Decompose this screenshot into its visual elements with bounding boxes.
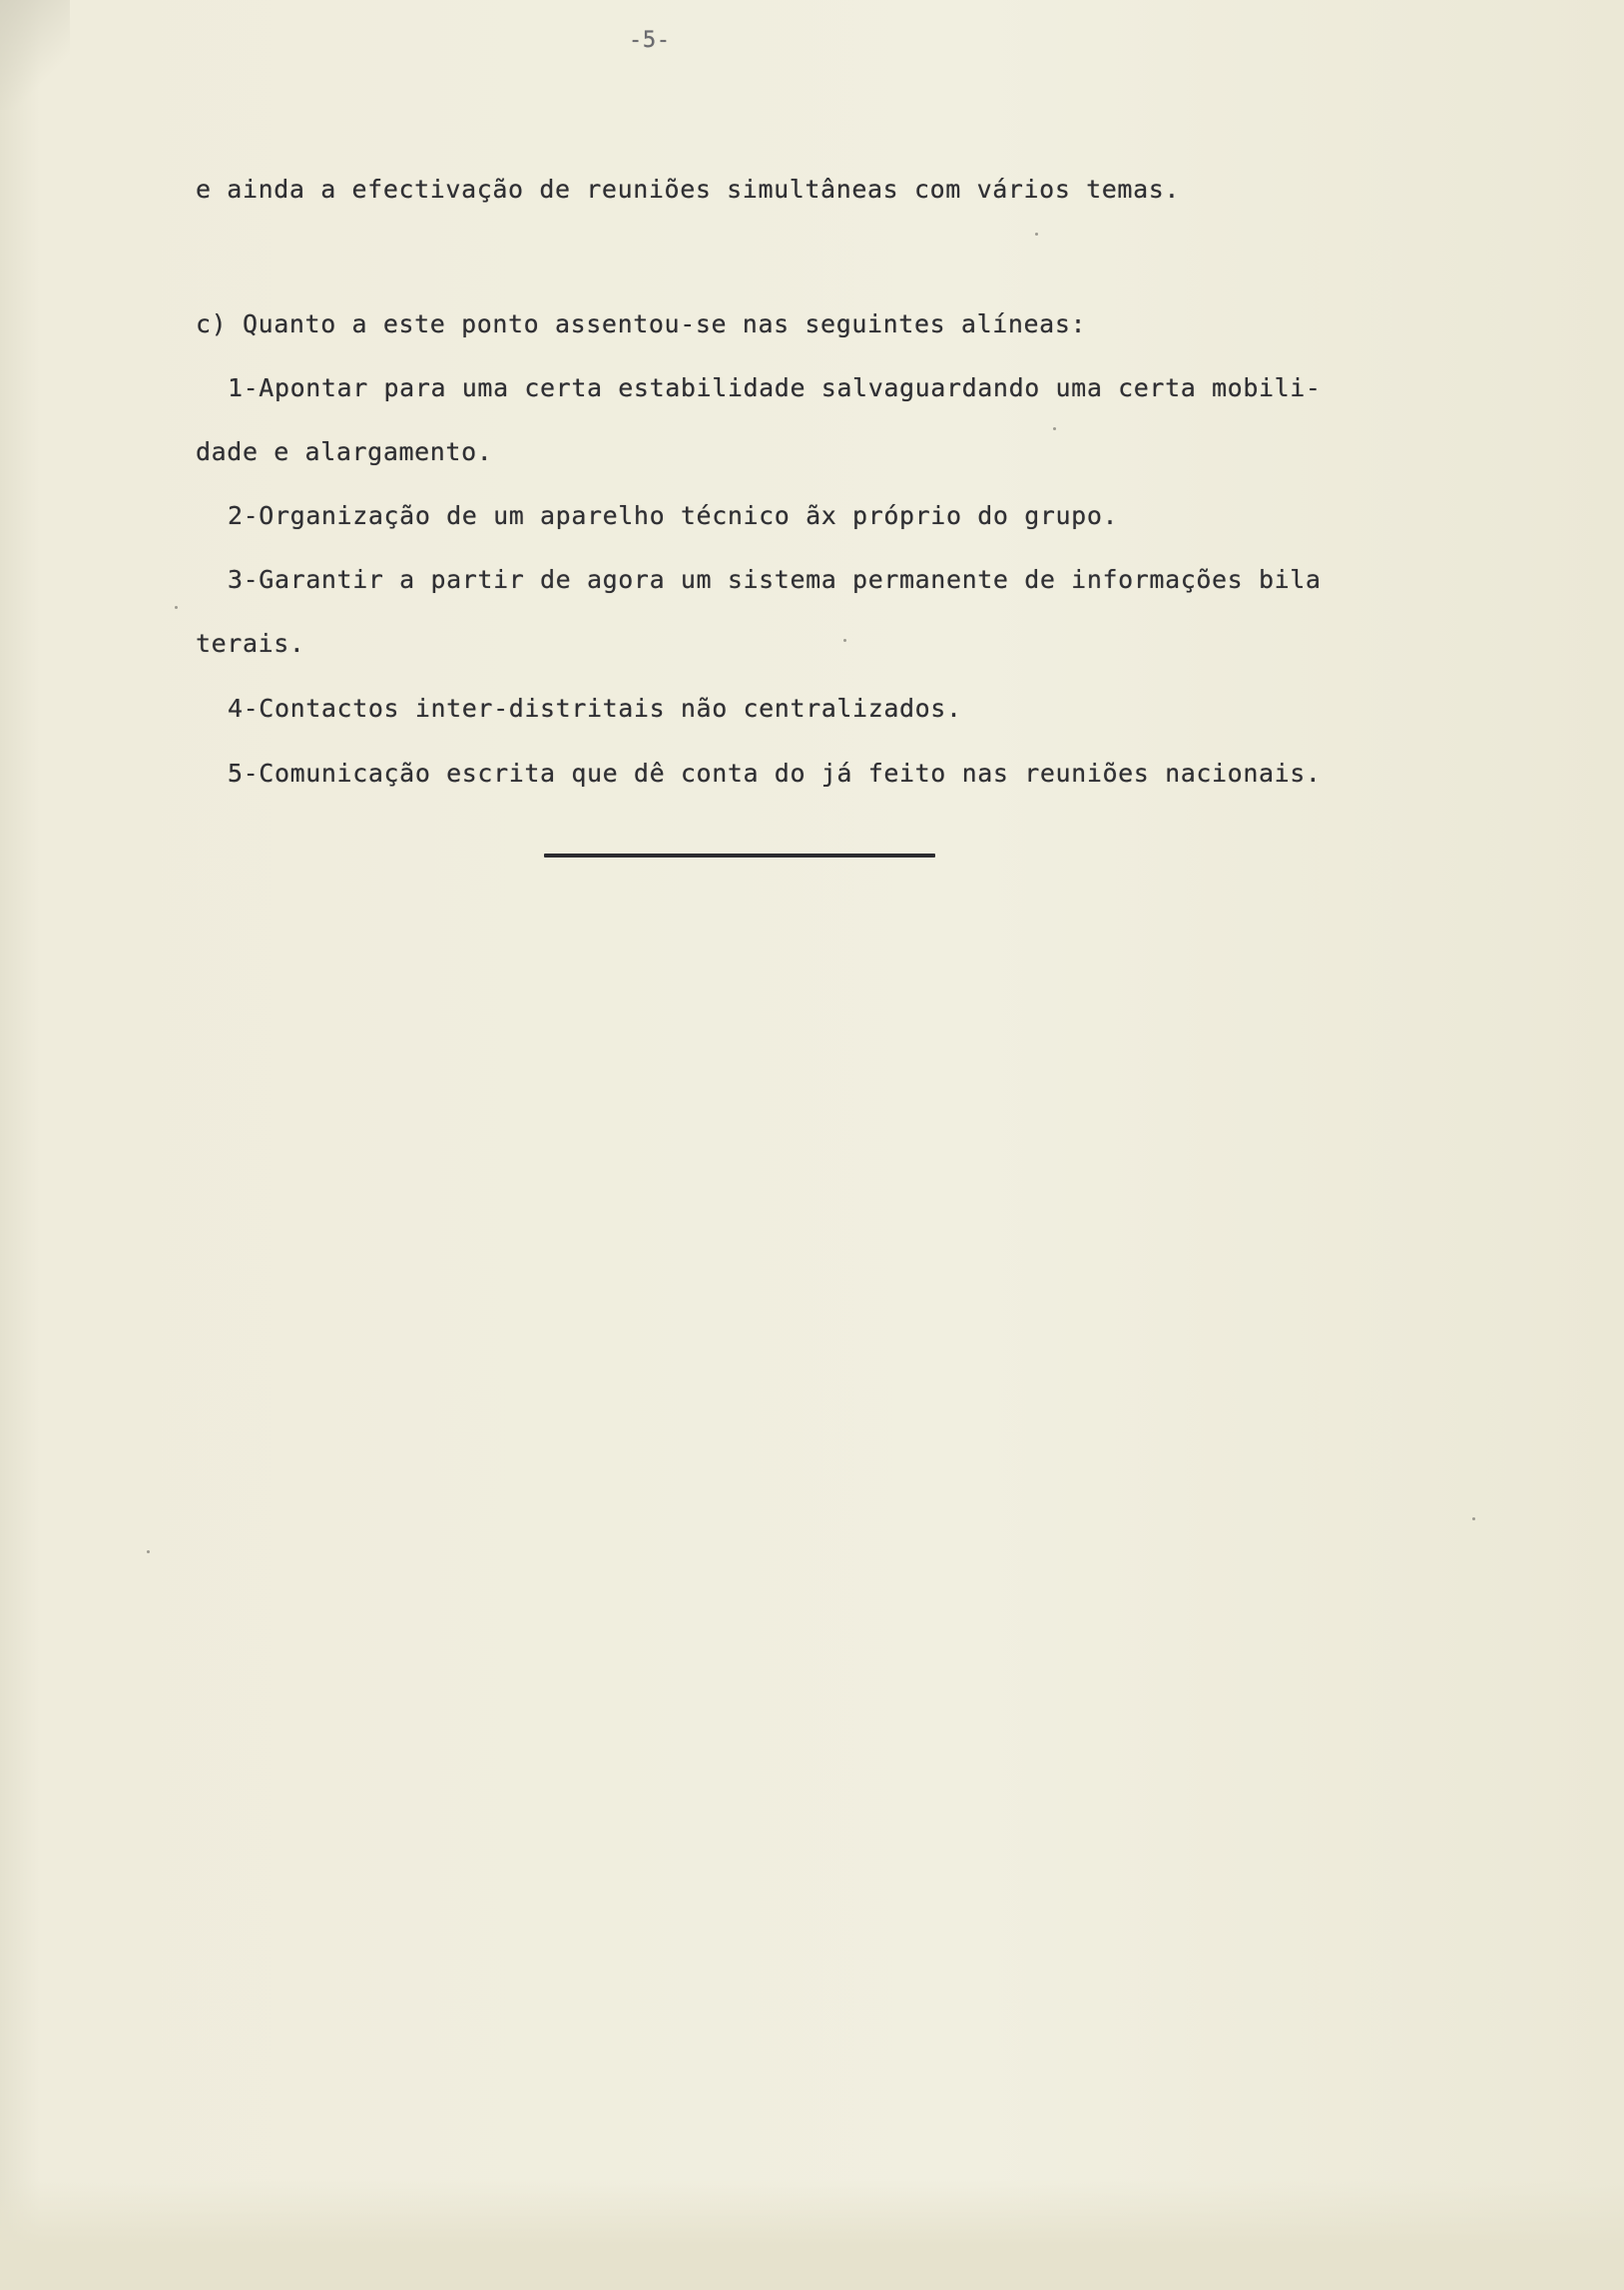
text-line-4: dade e alargamento. (196, 437, 493, 466)
paper-speck (147, 1550, 150, 1553)
text-line-8: 4-Contactos inter-distritais não centralizados. (228, 694, 962, 723)
text-line-2: c) Quanto a este ponto assentou-se nas seguintes alíneas: (196, 309, 1087, 338)
text-line-6: 3-Garantir a partir de agora um sistema permanente de informações bila (228, 565, 1322, 594)
scan-shadow (0, 0, 70, 110)
paper-speck (175, 606, 178, 609)
page-number: -5- (629, 28, 671, 53)
text-line-5: 2-Organização de um aparelho técnico ãx próprio do grupo. (228, 501, 1119, 530)
paper-speck (843, 639, 846, 642)
paper-speck (1472, 1517, 1475, 1520)
paper-speck (1035, 233, 1038, 236)
text-line-9: 5-Comunicação escrita que dê conta do já feito nas reuniões nacionais. (228, 759, 1322, 788)
closing-rule (544, 854, 935, 858)
paper-speck (1053, 427, 1056, 430)
text-line-7: terais. (196, 629, 305, 658)
text-line-3: 1-Apontar para uma certa estabilidade salvaguardando uma certa mobili- (228, 373, 1322, 402)
text-line-1: e ainda a efectivação de reuniões simultâneas com vários temas. (196, 175, 1181, 204)
